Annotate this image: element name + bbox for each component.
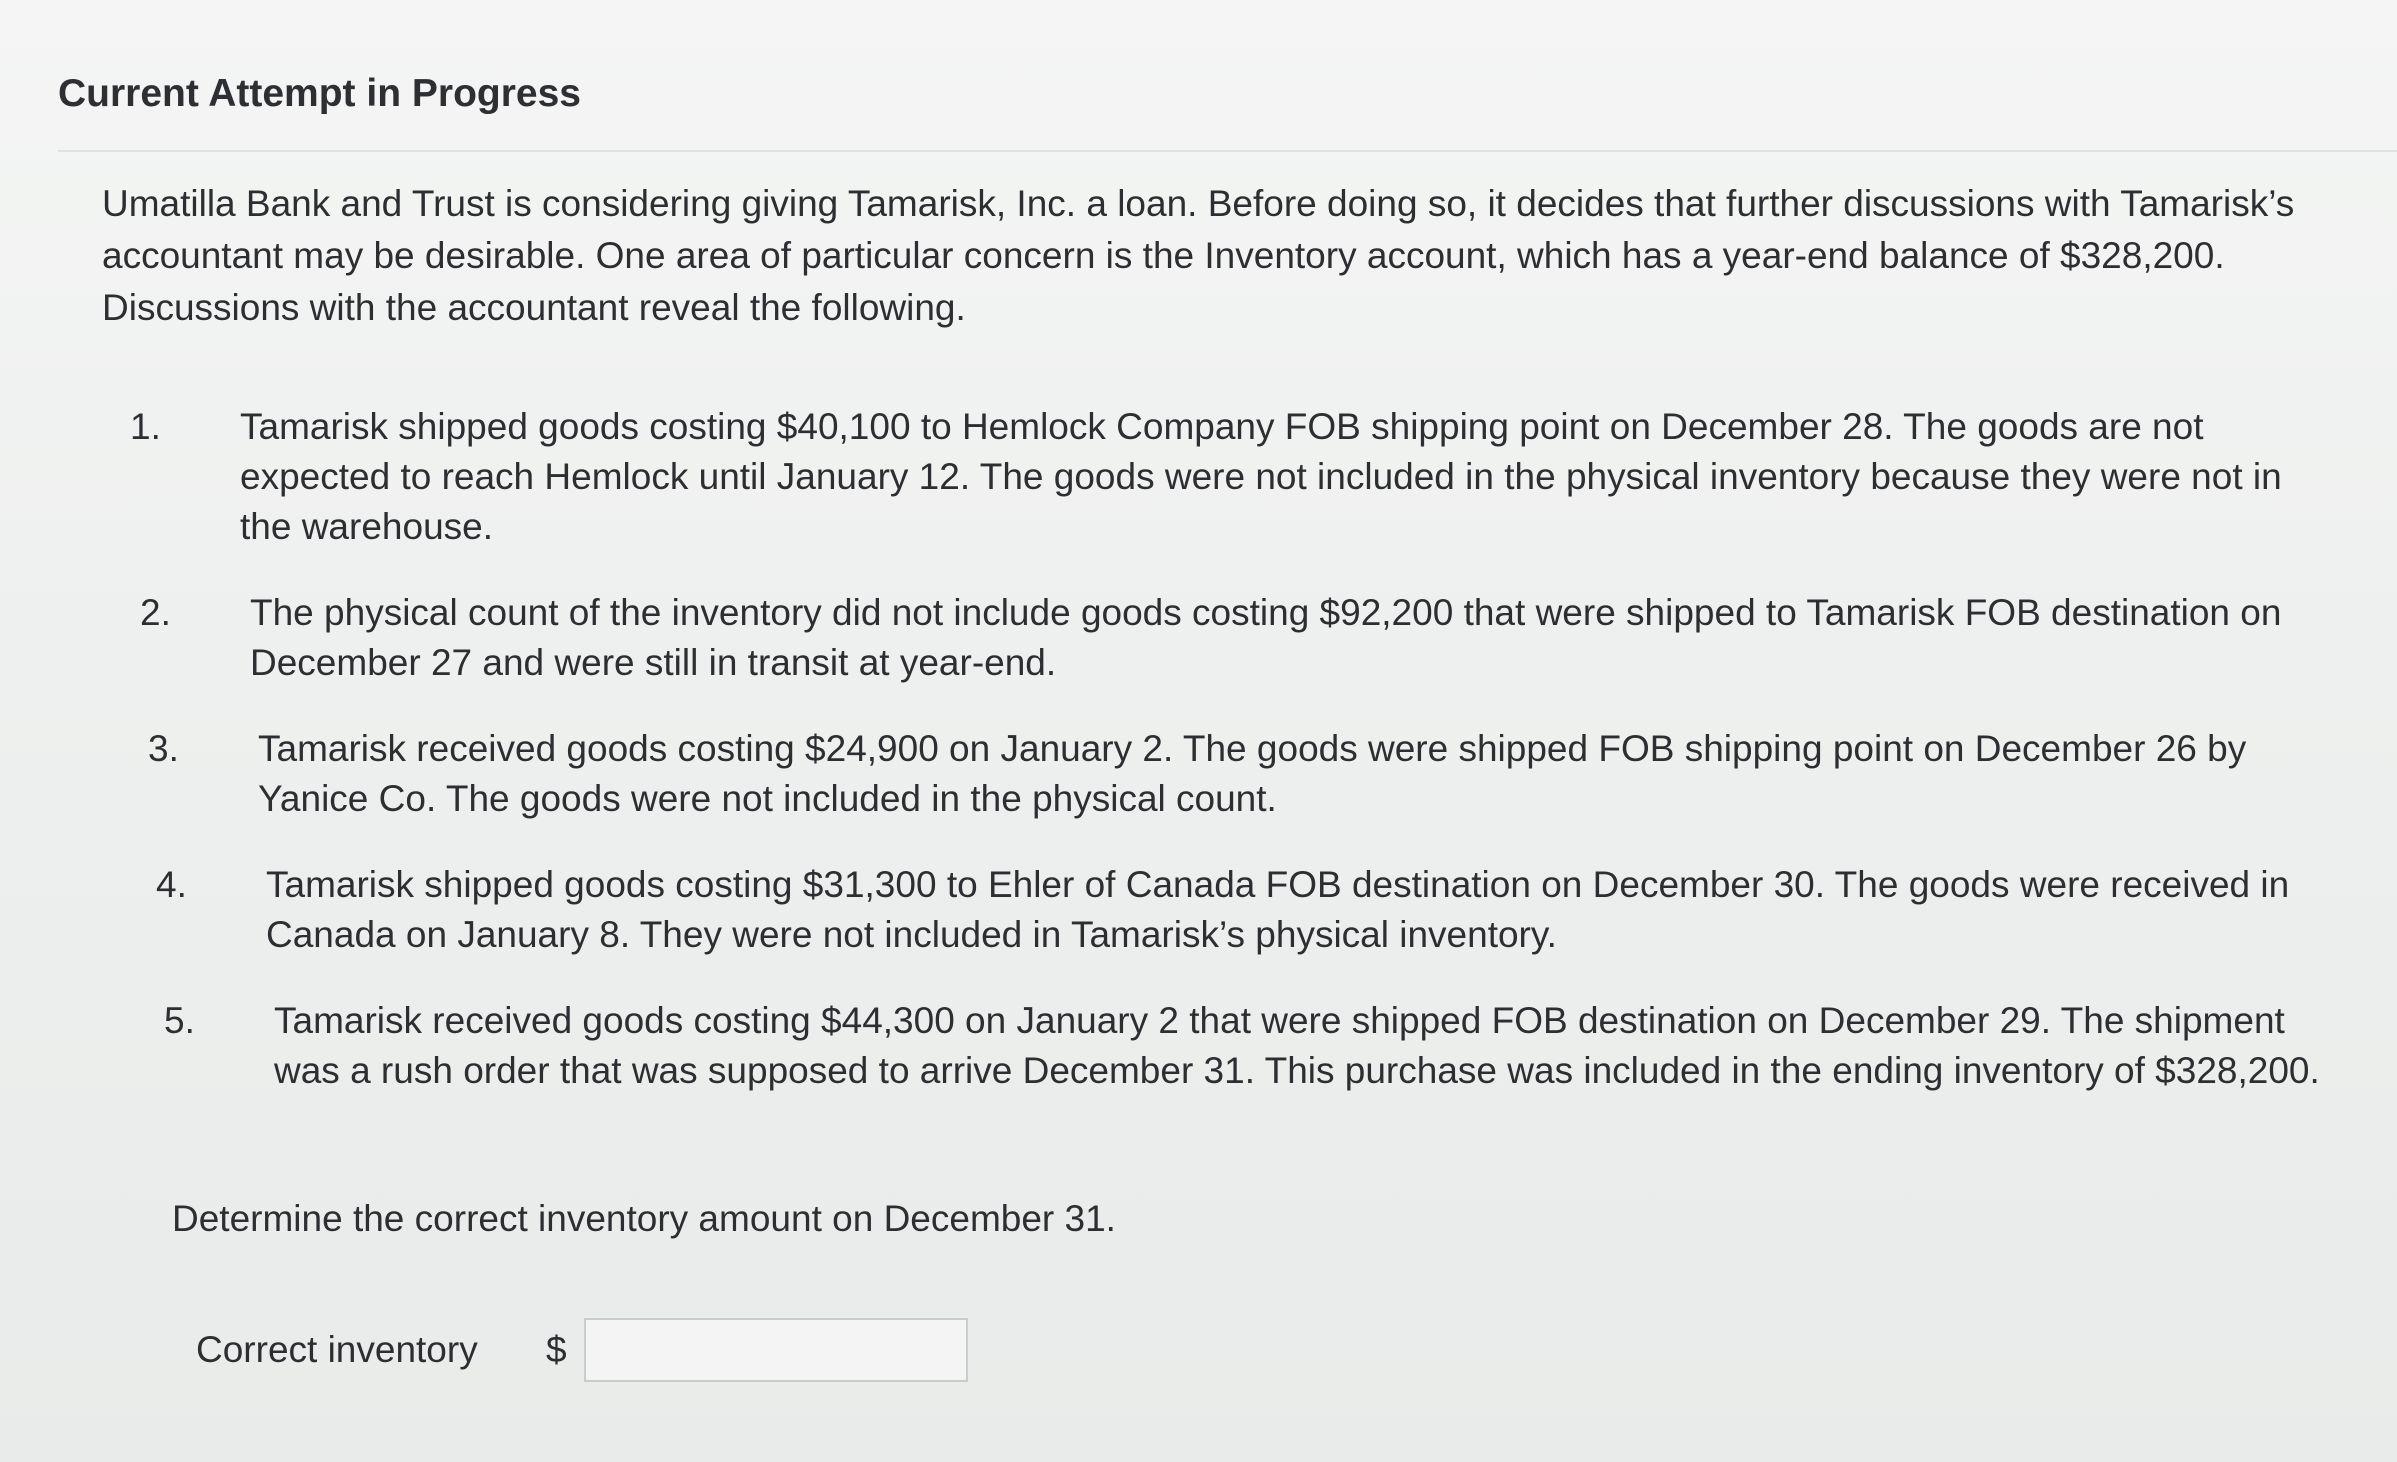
list-item bbox=[140, 588, 2330, 688]
list-item-number: 2. bbox=[140, 592, 171, 633]
list-item-text: Tamarisk received goods costing $24,900 on January 2. The goods were shipped FOB shipping point on December 26 by Yanice Co. The goods were not included in the physical count. bbox=[258, 728, 2247, 819]
list-item-text: Tamarisk shipped goods costing $31,300 to Ehler of Canada FOB destination on December 30. The goods were received in Canada on January 8. They were not included in Tamarisk’s physical inventory. bbox=[266, 864, 2290, 955]
attempt-status-heading: Current Attempt in Progress bbox=[58, 72, 581, 115]
question-prompt: Determine the correct inventory amount on December 31. bbox=[172, 1198, 1116, 1239]
answer-row bbox=[196, 1318, 968, 1382]
list-item-number: 3. bbox=[148, 728, 179, 769]
correct-inventory-label: Correct inventory bbox=[196, 1329, 478, 1370]
list-item-number: 4. bbox=[156, 864, 187, 905]
list-item-text: Tamarisk shipped goods costing $40,100 to Hemlock Company FOB shipping point on December 28. The goods are not expected to reach Hemlock until January 12. The goods were not included in the physical inventory because they were not in the warehouse. bbox=[240, 406, 2282, 547]
list-item bbox=[156, 860, 2330, 960]
header-divider bbox=[58, 150, 2397, 152]
list-item bbox=[164, 996, 2330, 1096]
list-item-text: Tamarisk received goods costing $44,300 on January 2 that were shipped FOB destination on December 29. The shipment was a rush order that was supposed to arrive December 31. This purchase was included in the ending inventory of $328,200. bbox=[274, 1000, 2320, 1091]
list-item bbox=[148, 724, 2330, 824]
discussion-list bbox=[130, 402, 2330, 1132]
list-item-text: The physical count of the inventory did not include goods costing $92,200 that were shipped to Tamarisk FOB destination on December 27 and were still in transit at year-end. bbox=[250, 592, 2282, 683]
dollar-sign: $ bbox=[546, 1329, 567, 1370]
list-item bbox=[130, 402, 2330, 552]
correct-inventory-input[interactable] bbox=[584, 1318, 968, 1382]
problem-intro: Umatilla Bank and Trust is considering giving Tamarisk, Inc. a loan. Before doing so, it decides that further discussions with Tamarisk’s accountant may be desirable. One area of particular concern is the Inventory account, which has a year-end balance of $328,200. Discussions with the accountant reveal the following. bbox=[102, 183, 2295, 328]
list-item-number: 5. bbox=[164, 1000, 195, 1041]
list-item-number: 1. bbox=[130, 406, 161, 447]
